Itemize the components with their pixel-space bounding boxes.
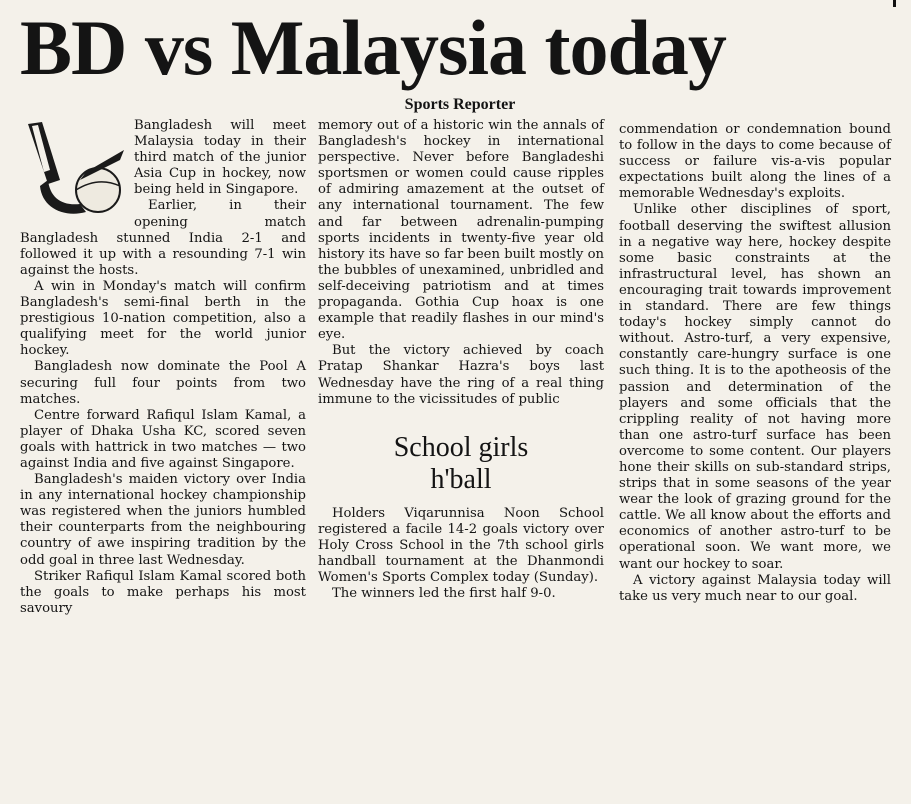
column-3 xyxy=(619,122,891,605)
hockey-stick-ball-icon xyxy=(20,120,126,226)
paragraph: Bangladesh now dominate the Pool A securing full four points from two matches. xyxy=(20,359,306,407)
paragraph: Centre forward Rafiqul Islam Kamal, a player of Dhaka Usha KC, scored seven goals with hattrick in two matches — two against India and five against Singapore. xyxy=(20,407,306,471)
paragraph: A win in Monday's match will confirm Bangladesh's semi-final berth in the prestigious 10-nation competition, also a qualifying meet for the world junior hockey. xyxy=(20,278,306,359)
second-story-headline-line1: School girls xyxy=(393,431,529,463)
second-story-headline xyxy=(318,432,604,496)
paragraph: The winners led the first half 9-0. xyxy=(332,586,556,602)
second-story-headline-line2: h'ball xyxy=(430,463,492,495)
paragraph: memory out of a historic win the annals of Bangladesh's hockey in international perspective. Never before Bangladeshi sportsmen or women could cause ripples of admiring amazement at the outset of any international tournament. The few and far between adrenalin-pumping sports incidents in twenty-five year old history its have so far been built mostly on the bubbles of unexamined, unbridled and self-deceiving patriotism and at times propaganda. Gothia Cup hoax is one example that readily flashes in our mind's eye. xyxy=(318,118,604,343)
column-1 xyxy=(20,118,306,617)
byline: Sports Reporter xyxy=(404,96,516,113)
paragraph: Bangladesh's maiden victory over India in any international hockey championship was registered when the juniors humbled their counterparts from the neighbouring country of awe inspiring tradition by the odd goal in three last Wednesday. xyxy=(20,472,306,568)
paragraph: Holders Viqarunnisa Noon School registered a facile 14-2 goals victory over Holy Cross School in the 7th school girls handball tournament at the Dhanmondi Women's Sports Complex today (Sunday). xyxy=(318,505,604,586)
paragraph: Striker Rafiqul Islam Kamal scored both the goals to make perhaps his most savoury xyxy=(20,568,306,616)
paragraph: commendation or condemnation bound to follow in the days to come because of success or failure vis-a-vis popular expectations built along the lines of a memorable Wednesday's exploits. xyxy=(619,122,891,202)
paragraph: Bangladesh will meet Malaysia today in their third match of the junior Asia Cup in hockey, now being held in Singapore. xyxy=(134,118,306,198)
column-2 xyxy=(318,118,604,602)
paragraph: A victory against Malaysia today will take us very much near to our goal. xyxy=(619,572,891,604)
headline: BD vs Malaysia today xyxy=(20,4,726,91)
paragraph: Earlier, in their opening match Bangladesh stunned India 2-1 and followed it up with a resounding 7-1 win against the hosts. xyxy=(20,198,306,278)
paragraph: Unlike other disciplines of sport, football deserving the swiftest allusion in a negative way here, hockey despite some basic constraints at the infrastructural level, has shown an encouraging trait towards improvement in standard. There are few things today's hockey simply cannot do without. Astro-turf, a very expensive, constantly care-hungry surface is one such thing. It is to the apotheosis of the passion and determination of the players and some officials that the crippling reality of not having more than one astro-turf surface has been overcome to some content. Our players hone their skills on sub-standard strips, strips that in some seasons of the year wear the look of grazing ground for the cattle. We all know about the efforts and economics of another astro-turf to be operational soon. We want more, we want our hockey to soar. xyxy=(619,202,891,572)
paragraph: But the victory achieved by coach Pratap Shankar Hazra's boys last Wednesday have the ring of a real thing immune to the vicissitudes of public xyxy=(318,343,604,407)
